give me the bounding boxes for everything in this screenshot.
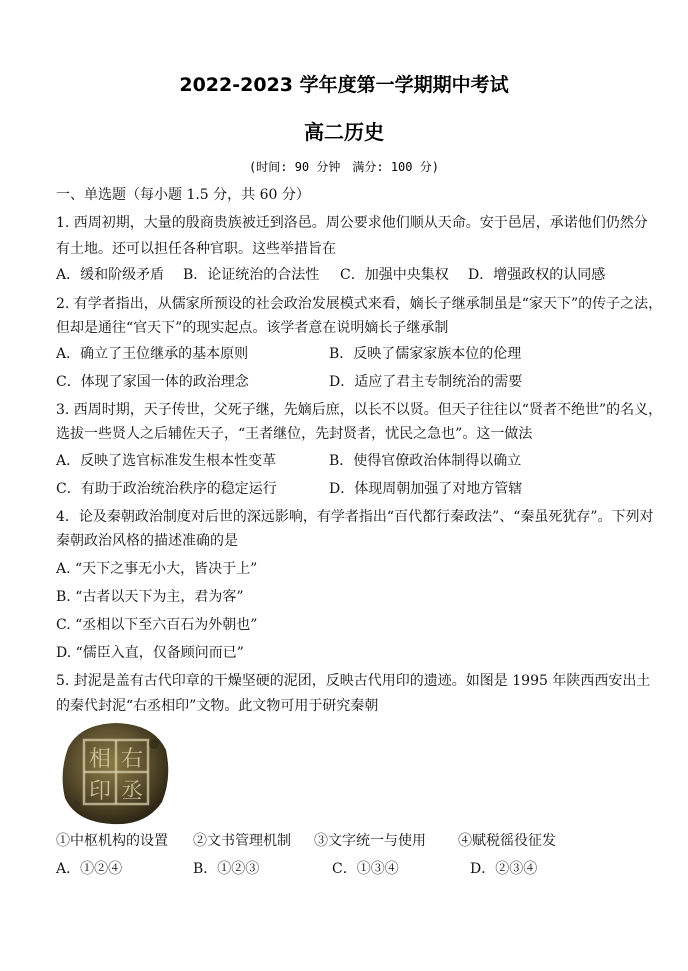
q2-stem-line1: 2. 有学者指出，从儒家所预设的社会政治发展模式来看，嫡长子继承制虽是“家天下”的传子之法， xyxy=(56,296,663,312)
q5-item-2: ②文书管理机制 xyxy=(193,833,291,849)
q2-option-c: C．体现了家国一体的政治理念 xyxy=(56,374,249,390)
seal-char-4: 印 xyxy=(88,779,112,804)
q1-option-b: B．论证统治的合法性 xyxy=(183,267,320,283)
q2-option-d: D．适应了君主专制统治的需要 xyxy=(329,374,523,390)
q1-option-c: C．加强中央集权 xyxy=(340,267,449,283)
q5-option-a: A．①②④ xyxy=(56,861,123,877)
q4-stem-line1: 4．论及秦朝政治制度对后世的深远影响，有学者指出“百代都行秦政法”、“秦虽死犹存”。下列对 xyxy=(56,509,654,525)
q4-stem-line2: 秦朝政治风格的描述准确的是 xyxy=(56,533,238,549)
q3-option-d: D．体现周朝加强了对地方管辖 xyxy=(329,481,523,497)
seal-char-2: 丞 xyxy=(120,779,144,804)
q5-stem-line1: 5. 封泥是盖有古代印章的干燥坚硬的泥团，反映古代用印的遗迹。如图是 1995 年陕西西安出土 xyxy=(56,673,651,689)
q5-item-4: ④赋税徭役征发 xyxy=(458,833,556,849)
q3-option-b: B．使得官僚政治体制得以确立 xyxy=(329,453,522,469)
q4-option-c: C. “丞相以下至六百石为外朝也” xyxy=(56,617,258,633)
q5-option-c: C．①③④ xyxy=(332,861,399,877)
q2-option-a: A．确立了王位继承的基本原则 xyxy=(56,346,249,362)
q3-option-c: C．有助于政治统治秩序的稳定运行 xyxy=(56,481,277,497)
clay-seal-image xyxy=(58,718,172,830)
q5-item-3: ③文字统一与使用 xyxy=(314,833,426,849)
q4-option-b: B. “古者以天下为主，君为客” xyxy=(56,589,244,605)
q5-option-d: D．②③④ xyxy=(470,861,538,877)
q2-option-b: B．反映了儒家家族本位的伦理 xyxy=(329,346,522,362)
q1-stem-line2: 有土地。还可以担任各种官职。这些举措旨在 xyxy=(56,241,336,257)
q1-stem-line1: 1. 西周初期，大量的殷商贵族被迁到洛邑。周公要求他们顺从天命。安于邑居，承诺他们仍然分 xyxy=(56,215,648,231)
q4-option-d: D. “儒臣入直，仅备顾问而已” xyxy=(56,645,244,661)
q3-option-a: A．反映了选官标准发生根本性变革 xyxy=(56,453,277,469)
subject-title: 高二历史 xyxy=(304,120,384,144)
q1-option-a: A．缓和阶级矛盾 xyxy=(56,267,165,283)
exam-title: 2022-2023 学年度第一学期期中考试 xyxy=(179,74,509,96)
exam-info: (时间: 90 分钟 满分: 100 分) xyxy=(249,160,439,174)
q3-stem-line1: 3. 西周时期，天子传世，父死子继，先嫡后庶，以长不以贤。但天子往往以“贤者不绝世”的名义， xyxy=(56,402,663,418)
seal-char-3: 相 xyxy=(88,747,112,772)
q1-option-d: D．增强政权的认同感 xyxy=(468,267,606,283)
q5-option-b: B．①②③ xyxy=(193,861,260,877)
q2-stem-line2: 但却是通往“官天下”的现实起点。该学者意在说明嫡长子继承制 xyxy=(56,320,449,336)
q4-option-a: A. “天下之事无小大，皆决于上” xyxy=(56,561,258,577)
q5-item-1: ①中枢机构的设置 xyxy=(56,833,168,849)
section-heading: 一、单选题（每小题 1.5 分，共 60 分） xyxy=(56,187,310,203)
q3-stem-line2: 选拔一些贤人之后辅佐天子，“王者继位，先封贤者，忧民之急也”。这一做法 xyxy=(56,426,533,442)
seal-char-1: 右 xyxy=(120,747,144,772)
q5-stem-line2: 的秦代封泥“右丞相印”文物。此文物可用于研究秦朝 xyxy=(56,698,379,714)
